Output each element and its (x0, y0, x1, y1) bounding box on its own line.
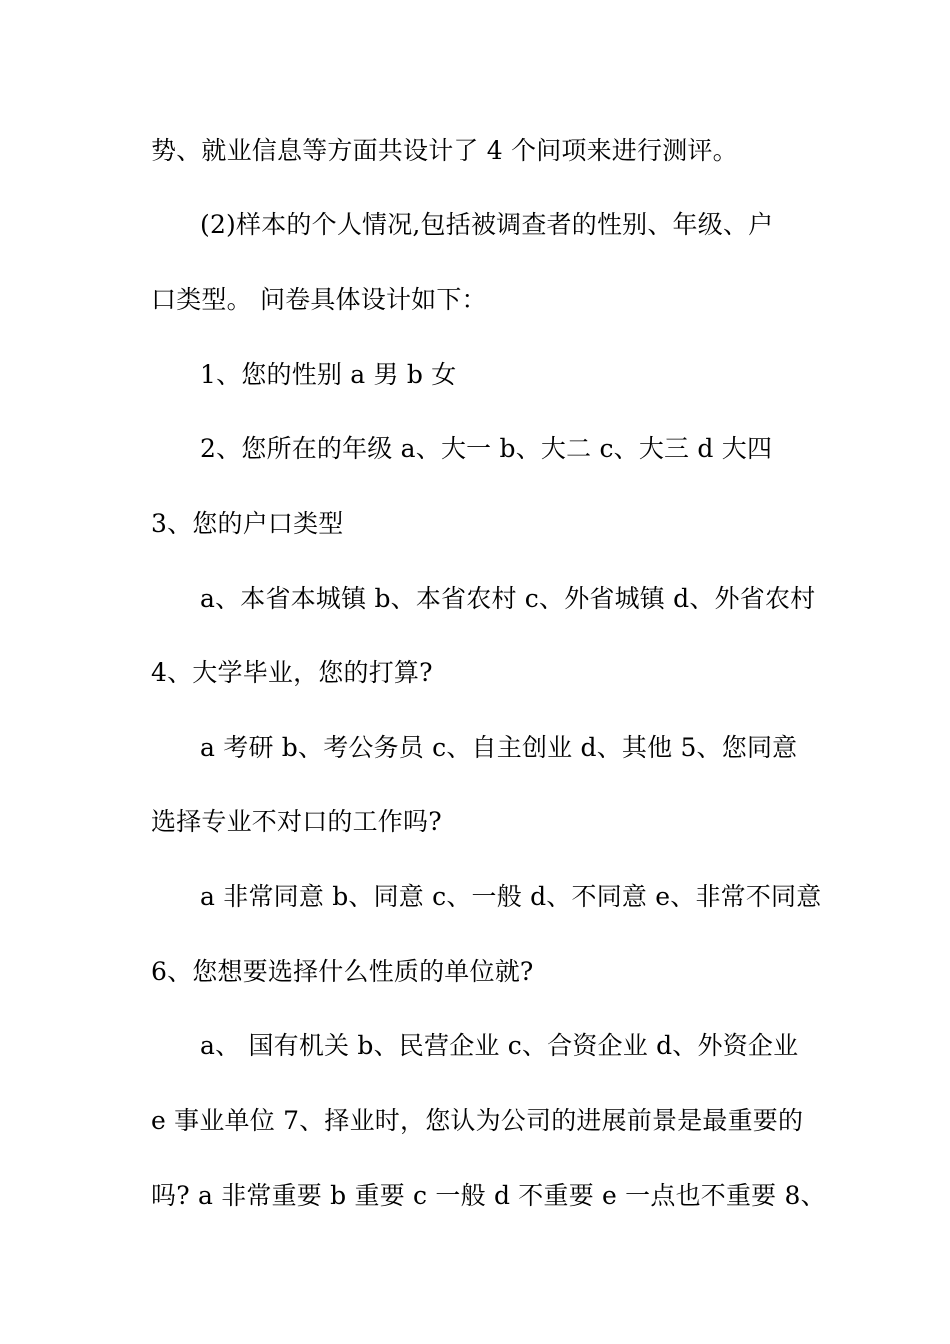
text-line-10: 选择专业不对口的工作吗? (151, 807, 442, 836)
text-line-7: a、本省本城镇 b、本省农村 c、外省城镇 d、外省农村 (200, 584, 816, 613)
text-line-1: 势、就业信息等方面共设计了 4 个问项来进行测评。 (151, 136, 738, 165)
text-line-2: (2)样本的个人情况,包括被调查者的性别、年级、户 (200, 210, 774, 239)
text-line-11: a 非常同意 b、同意 c、一般 d、不同意 e、非常不同意 (200, 882, 822, 911)
text-line-6: 3、您的户口类型 (151, 509, 344, 538)
text-line-12: 6、您想要选择什么性质的单位就? (151, 957, 534, 986)
text-line-9: a 考研 b、考公务员 c、自主创业 d、其他 5、您同意 (200, 733, 798, 762)
text-line-4: 1、您的性别 a 男 b 女 (200, 360, 457, 389)
text-line-8: 4、大学毕业，您的打算? (151, 658, 433, 687)
text-line-13: a、 国有机关 b、民营企业 c、合资企业 d、外资企业 (200, 1031, 799, 1060)
text-line-3: 口类型。 问卷具体设计如下： (151, 285, 487, 314)
text-line-15: 吗? a 非常重要 b 重要 c 一般 d 不重要 e 一点也不重要 8、 (151, 1181, 826, 1210)
text-line-5: 2、您所在的年级 a、大一 b、大二 c、大三 d 大四 (200, 434, 773, 463)
text-line-14: e 事业单位 7、择业时，您认为公司的进展前景是最重要的 (151, 1106, 804, 1135)
